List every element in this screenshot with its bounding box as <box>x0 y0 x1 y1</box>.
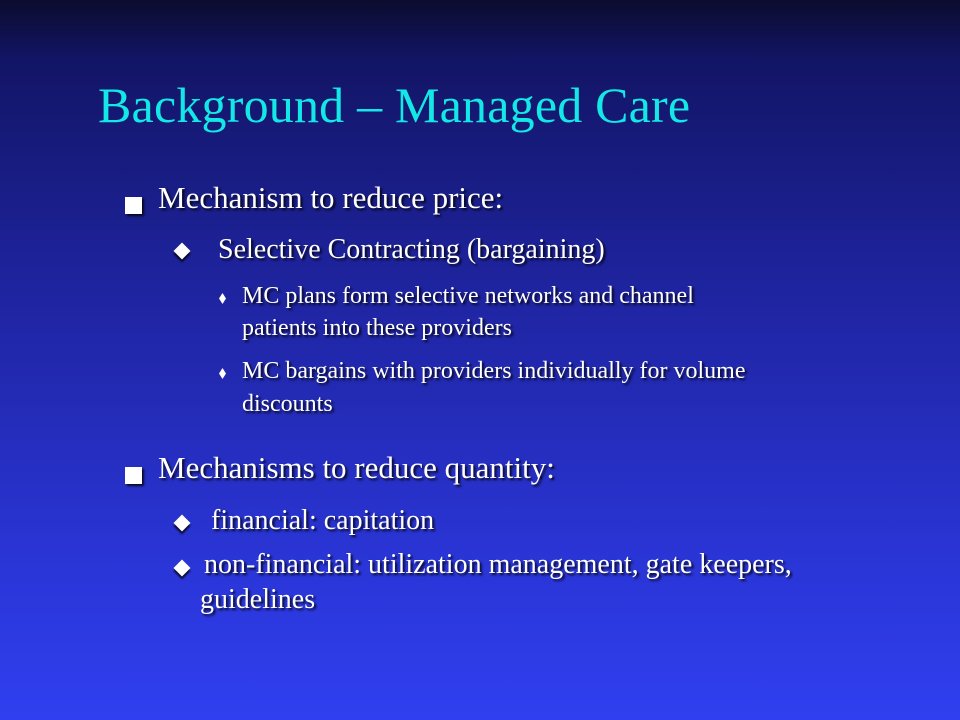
section2-item2-line2: guidelines <box>200 584 316 615</box>
small-diamond-bullet-icon <box>219 368 226 379</box>
slide-title: Background – Managed Care <box>98 77 691 133</box>
section2-item2-line1: non-financial: utilization management, gate keepers, <box>204 549 792 580</box>
section2-heading: Mechanisms to reduce quantity: <box>158 450 555 485</box>
square-bullet-icon <box>125 197 142 214</box>
section1-point1-line2: patients into these providers <box>242 315 512 341</box>
diamond-bullet-icon <box>174 515 191 532</box>
section1-subheading: Selective Contracting (bargaining) <box>218 234 605 265</box>
diamond-bullet-icon <box>174 560 191 577</box>
section1-point2-line1: MC bargains with providers individually for volume <box>242 358 746 384</box>
section1-point2-line2: discounts <box>242 391 333 417</box>
small-diamond-bullet-icon <box>219 293 226 304</box>
section2-item1: financial: capitation <box>211 505 435 536</box>
diamond-bullet-icon <box>174 243 191 260</box>
square-bullet-icon <box>125 467 142 484</box>
section1-point1-line1: MC plans form selective networks and channel <box>242 283 694 309</box>
section1-heading: Mechanism to reduce price: <box>158 180 504 215</box>
